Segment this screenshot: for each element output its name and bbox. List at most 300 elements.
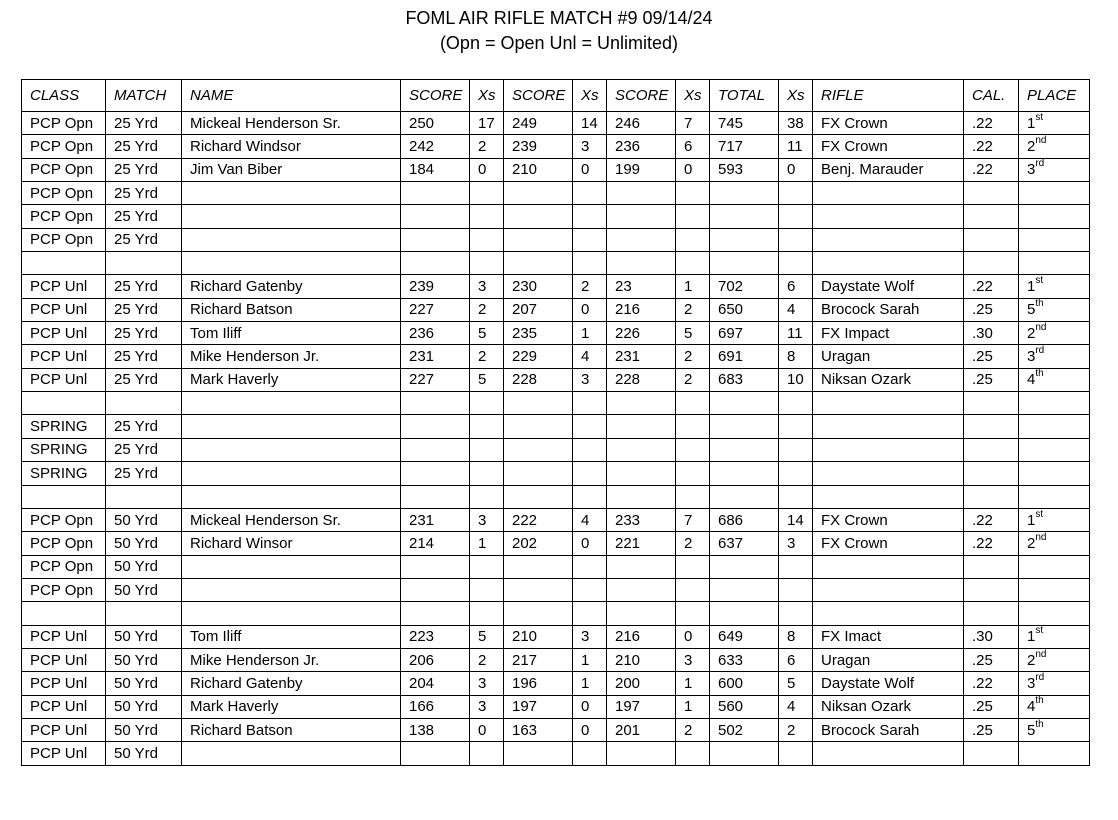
- place-suffix: nd: [1035, 648, 1047, 660]
- table-row: [22, 415, 1090, 438]
- score-2-cell: [504, 602, 573, 625]
- xs-3-cell: [676, 392, 710, 415]
- score-3-cell: [607, 415, 676, 438]
- xs-1-cell: [470, 182, 504, 205]
- table-row: [22, 508, 1090, 531]
- name-cell: Richard Gatenby: [182, 672, 401, 695]
- class-cell: PCP Unl: [22, 672, 106, 695]
- xs-1-cell: 0: [470, 158, 504, 181]
- xs-total-cell: [779, 485, 813, 508]
- xs-1-cell: [470, 228, 504, 251]
- cal-cell: .22: [964, 112, 1019, 135]
- score-2-cell: [504, 485, 573, 508]
- xs-3-cell: [676, 252, 710, 275]
- cal-cell: .25: [964, 695, 1019, 718]
- score-1-cell: 214: [401, 532, 470, 555]
- table-row: [22, 392, 1090, 415]
- place-number: 3: [1027, 674, 1036, 692]
- score-2-cell: [504, 555, 573, 578]
- class-cell: PCP Opn: [22, 112, 106, 135]
- score-3-cell: 23: [607, 275, 676, 298]
- place-number: 2: [1027, 651, 1036, 669]
- rifle-cell: FX Impact: [813, 322, 964, 345]
- rifle-cell: Brocock Sarah: [813, 298, 964, 321]
- total-cell: [710, 182, 779, 205]
- score-2-cell: 202: [504, 532, 573, 555]
- xs-total-cell: 3: [779, 532, 813, 555]
- place-number: 4: [1027, 371, 1036, 389]
- xs-1-cell: [470, 415, 504, 438]
- table-row: [22, 625, 1090, 648]
- xs-total-cell: 10: [779, 368, 813, 391]
- rifle-cell: [813, 252, 964, 275]
- xs-1-cell: 2: [470, 648, 504, 671]
- class-cell: [22, 602, 106, 625]
- xs-total-cell: 0: [779, 158, 813, 181]
- table-row: [22, 135, 1090, 158]
- score-1-cell: 227: [401, 368, 470, 391]
- table-row: [22, 158, 1090, 181]
- xs-2-cell: [573, 555, 607, 578]
- class-cell: PCP Unl: [22, 648, 106, 671]
- xs-1-cell: [470, 742, 504, 765]
- table-row: [22, 602, 1090, 625]
- score-3-cell: [607, 555, 676, 578]
- place-suffix: st: [1035, 508, 1044, 520]
- place-cell: [1019, 275, 1090, 298]
- xs-2-cell: 1: [573, 648, 607, 671]
- xs-1-cell: 2: [470, 135, 504, 158]
- xs-2-cell: 14: [573, 112, 607, 135]
- xs-3-cell: [676, 438, 710, 461]
- table-row: [22, 485, 1090, 508]
- name-cell: [182, 742, 401, 765]
- score-1-cell: [401, 252, 470, 275]
- rifle-cell: FX Crown: [813, 508, 964, 531]
- place-number: 1: [1027, 114, 1036, 132]
- rifle-cell: Niksan Ozark: [813, 695, 964, 718]
- score-1-cell: 227: [401, 298, 470, 321]
- xs-3-cell: 0: [676, 625, 710, 648]
- header-rifle: RIFLE: [813, 80, 964, 112]
- xs-2-cell: 3: [573, 625, 607, 648]
- xs-1-cell: [470, 205, 504, 228]
- score-1-cell: 239: [401, 275, 470, 298]
- cal-cell: .22: [964, 275, 1019, 298]
- xs-3-cell: 2: [676, 718, 710, 741]
- score-3-cell: 226: [607, 322, 676, 345]
- table-row: [22, 578, 1090, 601]
- score-1-cell: 242: [401, 135, 470, 158]
- score-3-cell: [607, 182, 676, 205]
- xs-total-cell: 11: [779, 322, 813, 345]
- total-cell: [710, 485, 779, 508]
- cal-cell: .25: [964, 368, 1019, 391]
- xs-1-cell: [470, 438, 504, 461]
- name-cell: [182, 392, 401, 415]
- xs-1-cell: [470, 392, 504, 415]
- rifle-cell: Niksan Ozark: [813, 368, 964, 391]
- rifle-cell: FX Imact: [813, 625, 964, 648]
- xs-1-cell: [470, 462, 504, 485]
- cal-cell: .25: [964, 345, 1019, 368]
- place-suffix: st: [1035, 275, 1044, 287]
- header-xs-3: Xs: [676, 80, 710, 112]
- score-1-cell: [401, 205, 470, 228]
- total-cell: [710, 602, 779, 625]
- place-suffix: nd: [1035, 321, 1047, 333]
- page-title: FOML AIR RIFLE MATCH #9 09/14/24: [405, 8, 713, 28]
- cal-cell: [964, 555, 1019, 578]
- class-cell: PCP Opn: [22, 578, 106, 601]
- score-1-cell: [401, 555, 470, 578]
- xs-3-cell: [676, 742, 710, 765]
- xs-total-cell: [779, 742, 813, 765]
- score-1-cell: [401, 438, 470, 461]
- match-cell: 50 Yrd: [106, 672, 182, 695]
- header-total: TOTAL: [710, 80, 779, 112]
- xs-2-cell: [573, 252, 607, 275]
- xs-2-cell: [573, 742, 607, 765]
- xs-total-cell: [779, 602, 813, 625]
- cal-cell: .25: [964, 298, 1019, 321]
- header-cal: CAL.: [964, 80, 1019, 112]
- table-row: [22, 648, 1090, 671]
- match-cell: 25 Yrd: [106, 298, 182, 321]
- xs-total-cell: [779, 182, 813, 205]
- match-cell: 25 Yrd: [106, 228, 182, 251]
- class-cell: PCP Opn: [22, 182, 106, 205]
- score-1-cell: 223: [401, 625, 470, 648]
- score-2-cell: 222: [504, 508, 573, 531]
- name-cell: [182, 485, 401, 508]
- name-cell: Mike Henderson Jr.: [182, 648, 401, 671]
- score-1-cell: 231: [401, 345, 470, 368]
- xs-3-cell: 5: [676, 322, 710, 345]
- xs-3-cell: 1: [676, 672, 710, 695]
- match-cell: 50 Yrd: [106, 718, 182, 741]
- xs-total-cell: 2: [779, 718, 813, 741]
- rifle-cell: [813, 228, 964, 251]
- place-suffix: rd: [1035, 671, 1045, 683]
- total-cell: 502: [710, 718, 779, 741]
- score-3-cell: [607, 485, 676, 508]
- cal-cell: .25: [964, 718, 1019, 741]
- total-cell: 683: [710, 368, 779, 391]
- place-cell: [1019, 672, 1090, 695]
- xs-2-cell: [573, 438, 607, 461]
- score-2-cell: [504, 578, 573, 601]
- xs-1-cell: 5: [470, 625, 504, 648]
- xs-total-cell: [779, 555, 813, 578]
- score-2-cell: [504, 228, 573, 251]
- name-cell: [182, 462, 401, 485]
- place-cell: [1019, 228, 1090, 251]
- score-3-cell: [607, 228, 676, 251]
- xs-2-cell: [573, 228, 607, 251]
- rifle-cell: [813, 742, 964, 765]
- name-cell: [182, 205, 401, 228]
- table-row: [22, 672, 1090, 695]
- total-cell: [710, 438, 779, 461]
- match-cell: 50 Yrd: [106, 648, 182, 671]
- total-cell: [710, 462, 779, 485]
- place-number: 2: [1027, 138, 1036, 156]
- score-3-cell: 210: [607, 648, 676, 671]
- total-cell: 637: [710, 532, 779, 555]
- xs-3-cell: [676, 602, 710, 625]
- xs-1-cell: 2: [470, 345, 504, 368]
- place-cell: [1019, 368, 1090, 391]
- xs-total-cell: 6: [779, 275, 813, 298]
- total-cell: [710, 742, 779, 765]
- xs-2-cell: 4: [573, 508, 607, 531]
- xs-3-cell: [676, 228, 710, 251]
- score-1-cell: 138: [401, 718, 470, 741]
- xs-2-cell: 3: [573, 135, 607, 158]
- score-2-cell: 163: [504, 718, 573, 741]
- cal-cell: [964, 742, 1019, 765]
- place-suffix: th: [1035, 695, 1044, 707]
- place-suffix: nd: [1035, 531, 1047, 543]
- match-cell: 25 Yrd: [106, 322, 182, 345]
- score-1-cell: [401, 485, 470, 508]
- xs-2-cell: 0: [573, 298, 607, 321]
- xs-2-cell: 0: [573, 532, 607, 555]
- place-suffix: nd: [1035, 135, 1047, 147]
- class-cell: SPRING: [22, 415, 106, 438]
- score-2-cell: 197: [504, 695, 573, 718]
- xs-total-cell: [779, 205, 813, 228]
- total-cell: 600: [710, 672, 779, 695]
- score-2-cell: 210: [504, 625, 573, 648]
- place-suffix: th: [1035, 718, 1044, 730]
- xs-total-cell: [779, 392, 813, 415]
- class-cell: [22, 392, 106, 415]
- table-row: [22, 322, 1090, 345]
- score-3-cell: [607, 252, 676, 275]
- xs-3-cell: 2: [676, 368, 710, 391]
- xs-1-cell: 1: [470, 532, 504, 555]
- score-2-cell: 239: [504, 135, 573, 158]
- xs-total-cell: [779, 415, 813, 438]
- place-cell: [1019, 602, 1090, 625]
- score-3-cell: 246: [607, 112, 676, 135]
- total-cell: 745: [710, 112, 779, 135]
- table-row: [22, 532, 1090, 555]
- place-number: 4: [1027, 698, 1036, 716]
- table-row: [22, 298, 1090, 321]
- score-1-cell: 206: [401, 648, 470, 671]
- cal-cell: .22: [964, 532, 1019, 555]
- place-cell: [1019, 695, 1090, 718]
- score-1-cell: [401, 182, 470, 205]
- table-row: [22, 345, 1090, 368]
- header-xs-1: Xs: [470, 80, 504, 112]
- place-cell: [1019, 252, 1090, 275]
- place-cell: [1019, 345, 1090, 368]
- match-cell: 25 Yrd: [106, 345, 182, 368]
- score-3-cell: 216: [607, 298, 676, 321]
- place-cell: [1019, 322, 1090, 345]
- xs-1-cell: 5: [470, 322, 504, 345]
- score-3-cell: [607, 602, 676, 625]
- xs-3-cell: [676, 182, 710, 205]
- xs-total-cell: [779, 438, 813, 461]
- xs-2-cell: 1: [573, 672, 607, 695]
- xs-2-cell: 2: [573, 275, 607, 298]
- cal-cell: .22: [964, 672, 1019, 695]
- match-cell: 50 Yrd: [106, 555, 182, 578]
- match-cell: 25 Yrd: [106, 368, 182, 391]
- score-1-cell: 204: [401, 672, 470, 695]
- score-2-cell: 207: [504, 298, 573, 321]
- total-cell: [710, 252, 779, 275]
- header-class: CLASS: [22, 80, 106, 112]
- xs-3-cell: [676, 555, 710, 578]
- table-row: [22, 205, 1090, 228]
- class-cell: PCP Opn: [22, 158, 106, 181]
- place-cell: [1019, 415, 1090, 438]
- name-cell: Tom Iliff: [182, 625, 401, 648]
- rifle-cell: [813, 578, 964, 601]
- table-row: [22, 182, 1090, 205]
- name-cell: [182, 228, 401, 251]
- header-score-1: SCORE: [401, 80, 470, 112]
- class-cell: PCP Opn: [22, 555, 106, 578]
- score-1-cell: [401, 415, 470, 438]
- total-cell: 650: [710, 298, 779, 321]
- table-row: [22, 695, 1090, 718]
- header-name: NAME: [182, 80, 401, 112]
- place-cell: [1019, 438, 1090, 461]
- match-cell: [106, 252, 182, 275]
- xs-total-cell: [779, 228, 813, 251]
- class-cell: PCP Unl: [22, 298, 106, 321]
- total-cell: [710, 555, 779, 578]
- cal-cell: .30: [964, 322, 1019, 345]
- xs-3-cell: [676, 578, 710, 601]
- cal-cell: [964, 252, 1019, 275]
- table-row: [22, 252, 1090, 275]
- place-number: 3: [1027, 161, 1036, 179]
- score-1-cell: 184: [401, 158, 470, 181]
- rifle-cell: Benj. Marauder: [813, 158, 964, 181]
- score-1-cell: [401, 742, 470, 765]
- class-cell: PCP Unl: [22, 695, 106, 718]
- name-cell: [182, 182, 401, 205]
- cal-cell: .22: [964, 135, 1019, 158]
- score-3-cell: 236: [607, 135, 676, 158]
- score-1-cell: [401, 462, 470, 485]
- xs-total-cell: 11: [779, 135, 813, 158]
- name-cell: [182, 415, 401, 438]
- xs-3-cell: 6: [676, 135, 710, 158]
- class-cell: SPRING: [22, 438, 106, 461]
- xs-3-cell: 3: [676, 648, 710, 671]
- name-cell: [182, 252, 401, 275]
- name-cell: Mickeal Henderson Sr.: [182, 112, 401, 135]
- total-cell: 649: [710, 625, 779, 648]
- class-cell: PCP Opn: [22, 532, 106, 555]
- score-1-cell: [401, 602, 470, 625]
- score-1-cell: 231: [401, 508, 470, 531]
- score-2-cell: 196: [504, 672, 573, 695]
- xs-total-cell: [779, 578, 813, 601]
- match-cell: 25 Yrd: [106, 462, 182, 485]
- cal-cell: [964, 415, 1019, 438]
- match-cell: 50 Yrd: [106, 695, 182, 718]
- name-cell: Mike Henderson Jr.: [182, 345, 401, 368]
- match-cell: 50 Yrd: [106, 508, 182, 531]
- xs-1-cell: 3: [470, 672, 504, 695]
- xs-total-cell: 14: [779, 508, 813, 531]
- score-2-cell: [504, 438, 573, 461]
- total-cell: 633: [710, 648, 779, 671]
- xs-3-cell: 1: [676, 695, 710, 718]
- score-3-cell: 197: [607, 695, 676, 718]
- table-row: [22, 438, 1090, 461]
- total-cell: [710, 578, 779, 601]
- xs-2-cell: 0: [573, 158, 607, 181]
- class-cell: PCP Opn: [22, 508, 106, 531]
- cal-cell: [964, 602, 1019, 625]
- match-cell: 50 Yrd: [106, 578, 182, 601]
- place-suffix: st: [1035, 111, 1044, 123]
- rifle-cell: [813, 602, 964, 625]
- name-cell: Tom Iliff: [182, 322, 401, 345]
- score-3-cell: 221: [607, 532, 676, 555]
- place-number: 1: [1027, 628, 1036, 646]
- table-row: [22, 462, 1090, 485]
- score-1-cell: [401, 392, 470, 415]
- xs-total-cell: 4: [779, 298, 813, 321]
- match-cell: [106, 392, 182, 415]
- score-2-cell: 228: [504, 368, 573, 391]
- class-cell: PCP Unl: [22, 718, 106, 741]
- place-cell: [1019, 158, 1090, 181]
- cal-cell: .22: [964, 158, 1019, 181]
- xs-2-cell: [573, 205, 607, 228]
- place-suffix: st: [1035, 625, 1044, 637]
- place-cell: [1019, 742, 1090, 765]
- xs-1-cell: [470, 485, 504, 508]
- xs-1-cell: 3: [470, 275, 504, 298]
- rifle-cell: Daystate Wolf: [813, 672, 964, 695]
- total-cell: 560: [710, 695, 779, 718]
- header-place: PLACE: [1019, 80, 1090, 112]
- table-row: [22, 718, 1090, 741]
- place-cell: [1019, 508, 1090, 531]
- score-3-cell: 200: [607, 672, 676, 695]
- xs-total-cell: 4: [779, 695, 813, 718]
- cal-cell: [964, 205, 1019, 228]
- score-3-cell: 233: [607, 508, 676, 531]
- xs-1-cell: 3: [470, 508, 504, 531]
- cal-cell: [964, 182, 1019, 205]
- score-2-cell: 217: [504, 648, 573, 671]
- rifle-cell: Uragan: [813, 648, 964, 671]
- class-cell: PCP Unl: [22, 625, 106, 648]
- match-cell: 25 Yrd: [106, 135, 182, 158]
- score-2-cell: [504, 742, 573, 765]
- cal-cell: [964, 392, 1019, 415]
- class-cell: PCP Unl: [22, 345, 106, 368]
- xs-2-cell: [573, 462, 607, 485]
- match-cell: 25 Yrd: [106, 438, 182, 461]
- xs-2-cell: 3: [573, 368, 607, 391]
- match-cell: 25 Yrd: [106, 158, 182, 181]
